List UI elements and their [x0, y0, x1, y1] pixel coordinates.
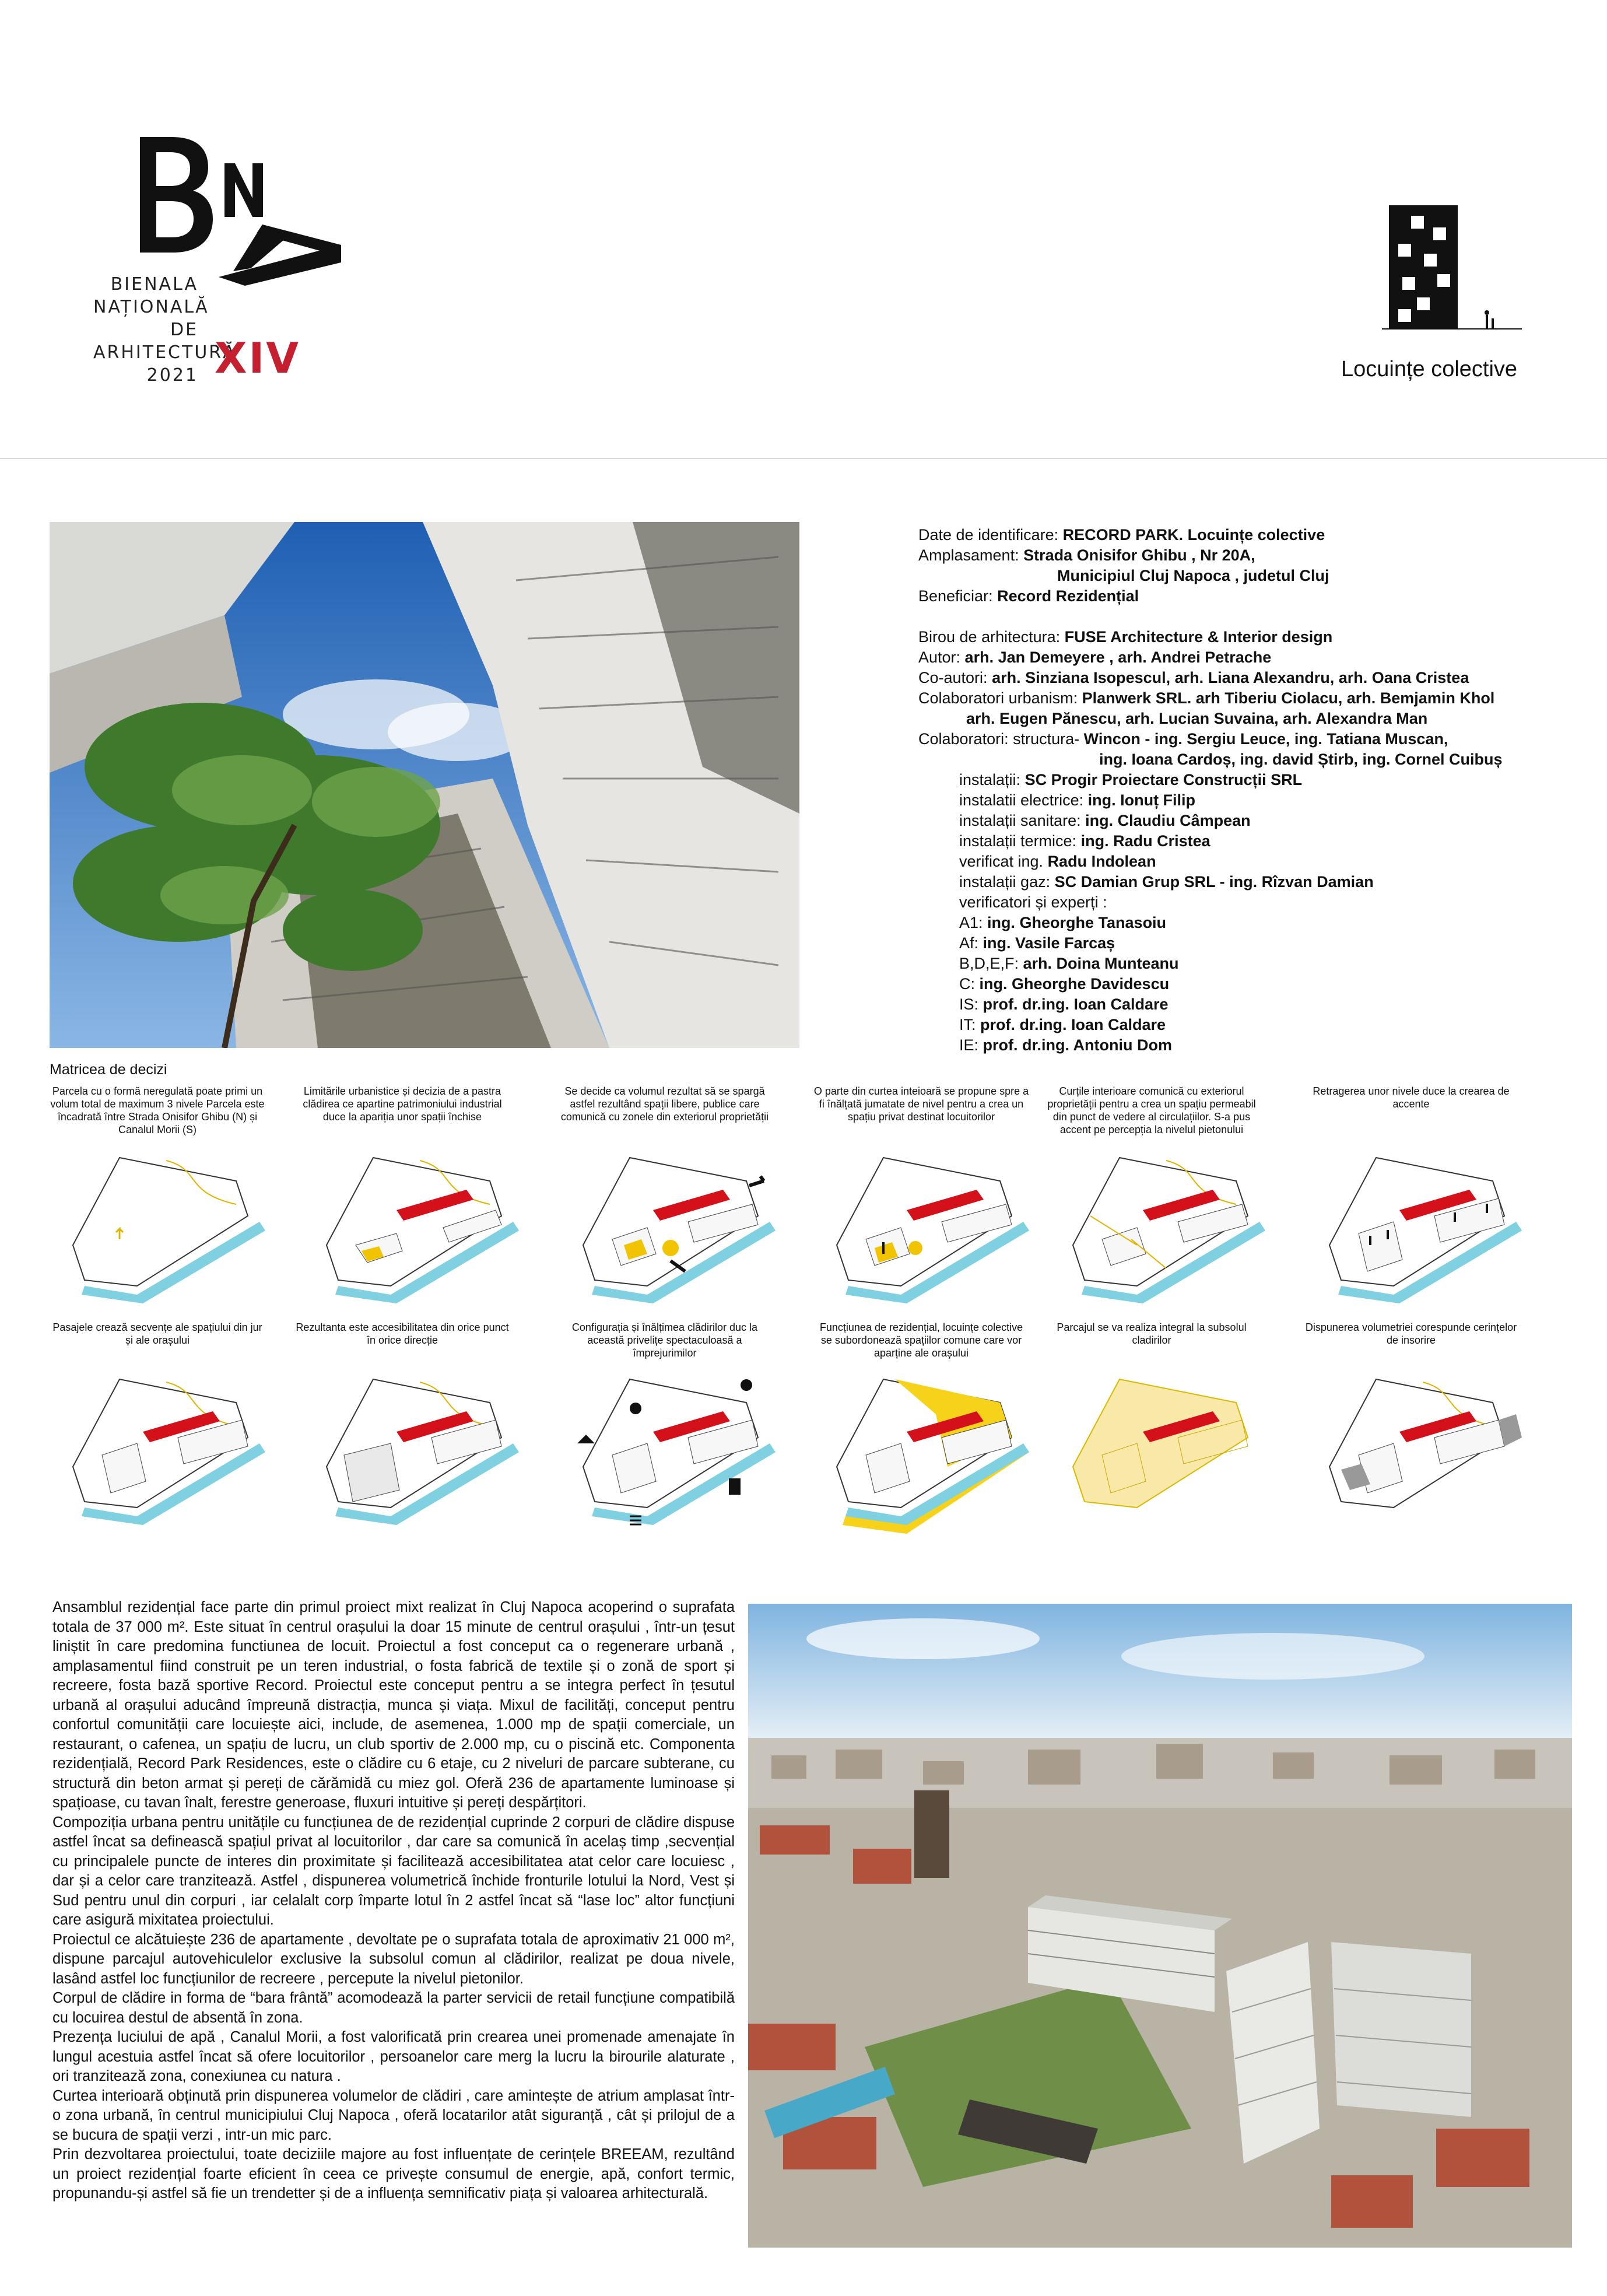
- matrix-diagram: [1306, 1146, 1539, 1315]
- matrix-diagram: [560, 1368, 793, 1537]
- aerial-photo: [748, 1604, 1572, 2248]
- matrix-caption: Parcajul se va realiza integral la subsolul cladirilor: [1057, 1321, 1247, 1346]
- project-info: Date de identificare: RECORD PARK. Locuințe colective Amplasament: Strada Onisifor Ghibu , Nr 20A, Municipiul Cluj Napoca , judetul Cluj Beneficiar: Record Rezidențial Birou de arhitectura: FUSE Architecture & Interior design Autor: arh. Jan Demeyere , arh. Andrei Petrache Co-autori: arh. Sinziana Isopescul, arh. Liana Alexandru, arh. Oana Cristea Colaboratori urbanism: Planwerk SRL. arh Tiberiu Ciolacu, arh. Bemjamin Khol arh. Eugen Pănescu, arh. Lucian Suvaina, arh. Alexandra Man Colaboratori: structura- Wincon - ing. Sergiu Leuce, ing. Tatiana Muscan, ing. Ioana Cardoș, ing. david Știrb, ing. Cornel Cuibuș instalații: SC Progir Proiectare Construcții SRL instalatii electrice: ing. Ionuț Filip instalații sanitare: ing. Claudiu Câmpean instalații termice: ing. Radu Cristea verificat ing. Radu Indolean instalații gaz: SC Damian Grup SRL - ing. Rîzvan Damian verificatori și experți : A1: ing. Gheorghe Tanasoiu Af: ing. Vasile Farcaș B,D,E,F: arh. Doina Munteanu C: ing. Gheorghe Davidescu IS: prof. dr.ing. Ioan Caldare IT: prof. dr.ing. Ioan Caldare IE: prof. dr.ing. Antoniu Dom: [918, 526, 1503, 1054]
- matrix-title: Matricea de decizi: [50, 1061, 167, 1078]
- courtyard-photo: [50, 522, 799, 1048]
- category-label: Locuințe colective: [1341, 357, 1518, 381]
- matrix-caption: Se decide ca volumul rezultat să se spargă astfel rezultând spații libere, publice care comunică cu zonele din exteriorul proprietății: [560, 1085, 769, 1123]
- matrix-caption: Retragerea unor nivele duce la crearea de accente: [1313, 1085, 1510, 1110]
- edition-number: XIV: [215, 334, 301, 383]
- header-divider: [0, 458, 1607, 459]
- matrix-diagram: [813, 1146, 1047, 1315]
- matrix-diagram: [50, 1368, 283, 1537]
- matrix-caption: Configurația și înălțimea clădirilor duc la această privelițe spectaculoasă a împrejurimilor: [571, 1321, 758, 1359]
- matrix-caption: Limitările urbanistice și decizia de a pastra clădirea ce apartine patrimoniului industrial duce la apariția unor spații închise: [303, 1085, 502, 1123]
- paragraph: Compoziția urbana pentru unitățile cu funcțiunea de de rezidențial cuprinde 2 corpuri de clădire dispuse astfel încat sa definească spațiul privat al locuitorilor , dar care sa comunică în acelaș timp ,secvențial cu principalele puncte de interes din proximitate și facilitează accesibilitatea atat celor care locuiesc , dar și a celor care tranzitează. Astfel , dispunerea volumetrică închide fronturile lotului la Nord, Vest și Sud pentru unul din corpuri , iar celalalt corp împarte lotul în 2 astfel încat să “lase loc” altor funcțiuni care asigură mixitatea proiectului.: [52, 1814, 735, 1928]
- matrix-diagram: [560, 1146, 793, 1315]
- paragraph: Corpul de clădire in forma de “bara frântă” acomodează la parter servicii de retail funcțiune compatibilă cu locuirea destul de absentă în zona.: [52, 1990, 735, 2026]
- matrix-caption: Funcțiunea de rezidențial, locuințe colective se subordonează spațiilor comune care vor aparține ale orașului: [819, 1321, 1023, 1359]
- paragraph: Proiectul ce alcătuiește 236 de apartamente , devoltate pe o suprafata totala de aproximativ 21 000 m², dispune parcajul autovehiculelor exclusive la subsolul comun al clădirilor, realizat pe doua nivele, lasând astfel loc funcțiunilor de recreere , percepute la nivelul pietonilor.: [52, 1931, 735, 1987]
- matrix-diagram: [303, 1146, 536, 1315]
- paragraph: Curtea interioară obținută prin dispunerea volumelor de clădiri , care amintește de atrium amplasat într-o zona urbană, în centrul municipiului Cluj Napoca , oferă locatarilor atât siguranță , cât și prilojul de a se bucura de spații verzi , intr-un mic parc.: [52, 2087, 735, 2143]
- paragraph: Prin dezvoltarea proiectului, toate deciziile majore au fost influențate de cerințele BREEAM, rezultând un proiect rezidențial foarte eficient în ceea ce privește consumul de energie, apă, confort termic, propunandu-și astfel să fie un trendetter și de a influența semnificativ piața și valoarea arhitecturală.: [52, 2146, 735, 2202]
- matrix-caption: Rezultanta este accesibilitatea din orice punct în orice direcție: [296, 1321, 509, 1346]
- matrix-caption: Dispunerea volumetriei corespunde cerințelor de insorire: [1305, 1321, 1517, 1346]
- paragraph: Ansamblul rezidențial face parte din primul proiect mixt realizat în Cluj Napoca acoperind o suprafata totala de 37 000 m². Este situat în centrul orașului la doar 15 minute de centrul orașului , într-un țesut liniștit în care predomina functiunea de locuit. Proiectul a fost conceput ca o regenerare urbană , amplasamentul fiind construit pe un teren industrial, o fosta fabrică de textile și o zonă de sport și recreere, fosta bază sportive Record. Proiectul este conceput pentru a se integra perfect în țesutul urbană al orașului aducând împreună distracția, munca și viața. Mixul de facilități, conceput pentru confortul comunității care locuiește aici, include, de asemenea, 1.000 mp de spații comerciale, un restaurant, o cafenea, un spațiu de lucru, un club sportiv de 2.000 mp, cu o piscină etc. Componenta rezidențială, Record Park Residences, este o clădire cu 6 etaje, cu 2 niveluri de parcare subterane, cu structură din beton armat și pereți de cărămidă cu miez gol. Oferă 236 de apartamente luminoase și spațioase, cu tavan înalt, ferestre generoase, fluxuri intuitive și pereți despărțitori.: [52, 1599, 735, 1811]
- matrix-diagram: [813, 1368, 1047, 1537]
- bna-logo-text: BIENALA NAȚIONALĂ DE ARHITECTURĂ 2021: [93, 274, 237, 385]
- matrix-caption: O parte din curtea inteioară se propune spre a fi înălțată jumatate de nivel pentru a crea un spațiu privat destinat locuitorilor: [813, 1085, 1029, 1123]
- matrix-diagram: [1306, 1368, 1539, 1537]
- project-description: [52, 1598, 735, 2204]
- apartment-building-icon: [1382, 198, 1522, 344]
- matrix-caption: Curțile interioare comunică cu exteriorul proprietății pentru a crea un spațiu permeabil din punct de vedere al circulațiilor. S-a pus accent pe percepția la nivelul pietonului: [1047, 1085, 1256, 1135]
- matrix-caption: Parcela cu o formă neregulată poate primi un volum total de maximum 3 nivele Parcela este încadrată între Strada Onisifor Ghibu (N) și Canalul Morii (S): [50, 1085, 265, 1135]
- matrix-diagram: [50, 1146, 283, 1315]
- paragraph: Prezența luciului de apă , Canalul Morii, a fost valorificată prin crearea unei promenade amenajate în lungul acestuia astfel încat să ofere locuitorilor , persoanelor care merg la lucru la birourile alaturate , ori tranzitează zona, conexiunea cu natura .: [52, 2029, 735, 2084]
- matrix-diagram: [1050, 1146, 1283, 1315]
- matrix-caption: Pasajele crează secvențe ale spațiului din jur și ale orașului: [52, 1321, 262, 1346]
- matrix-diagram: [1050, 1368, 1283, 1537]
- matrix-diagram: [303, 1368, 536, 1537]
